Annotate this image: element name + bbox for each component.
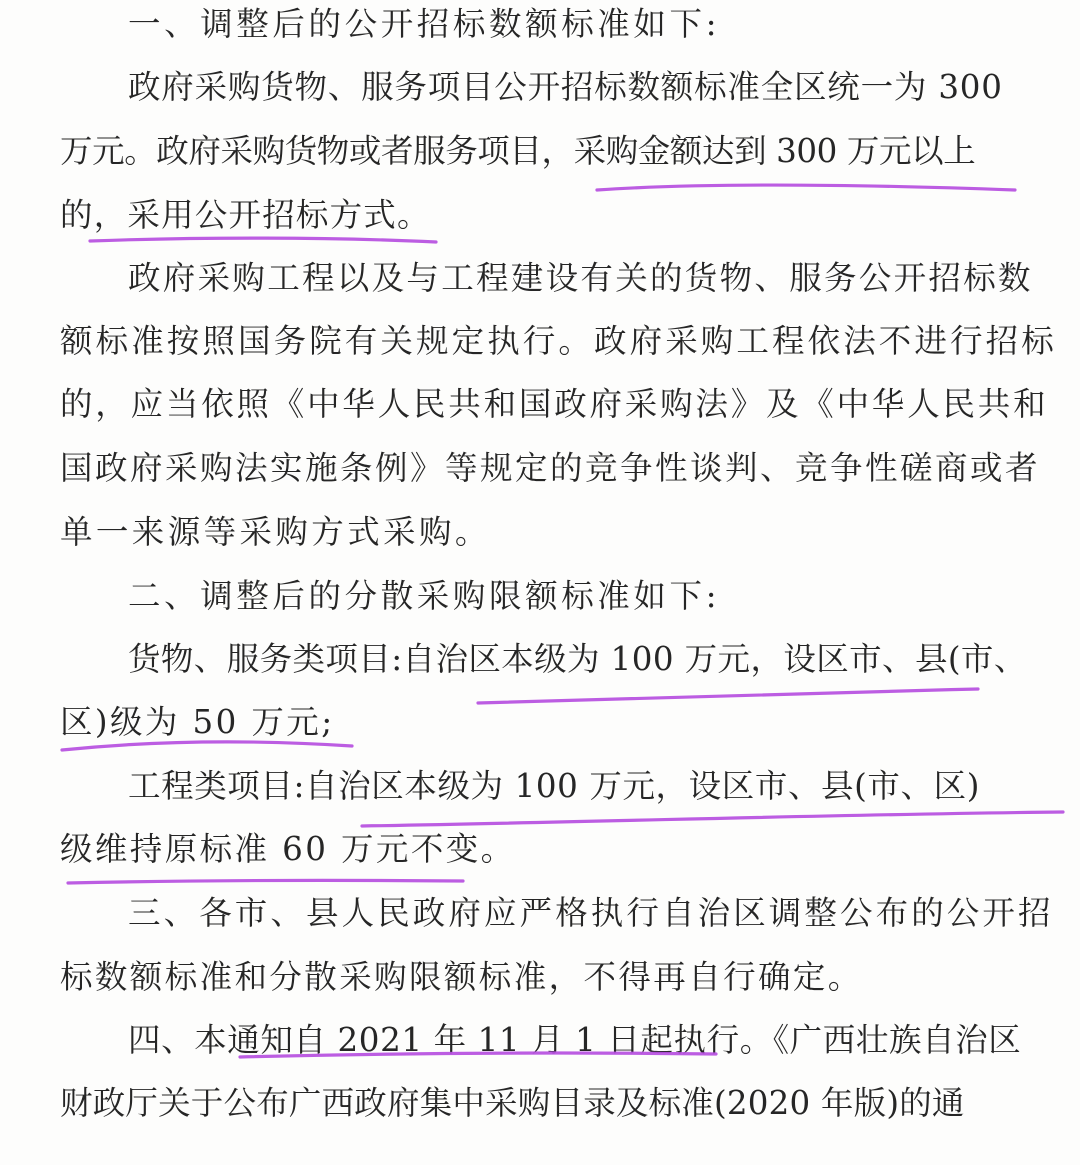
paragraph-line: 货物、服务类项目:自治区本级为 100 万元，设区市、县(市、 [128,640,1027,678]
paragraph-line: 额标准按照国务院有关规定执行。政府采购工程依法不进行招标 [60,322,1057,360]
section-1-heading: 一、调整后的公开招标数额标准如下: [128,5,721,43]
paragraph-line: 政府采购货物、服务项目公开招标数额标准全区统一为 300 [128,68,1003,106]
paragraph-line: 的，采用公开招标方式。 [60,196,431,234]
paragraph-line: 单一来源等采购方式采购。 [60,513,491,551]
paragraph-line: 国政府采购法实施条例》等规定的竞争性谈判、竞争性磋商或者 [60,449,1041,487]
paragraph-line: 级维持原标准 60 万元不变。 [60,830,516,868]
paragraph-line: 工程类项目:自治区本级为 100 万元，设区市、县(市、区) [128,767,981,805]
paragraph-line: 标数额标准和分散采购限额标准，不得再自行确定。 [60,958,863,996]
section-2-heading: 二、调整后的分散采购限额标准如下: [128,577,721,615]
underline-mark [62,742,352,750]
underline-mark [90,238,436,242]
section-3-paragraph: 三、各市、县人民政府应严格执行自治区调整公布的公开招 [128,894,1054,932]
section-4-paragraph: 四、本通知自 2021 年 11 月 1 日起执行。《广西壮族自治区 [128,1021,1022,1059]
underline-mark [362,812,1063,826]
underline-mark [478,689,978,703]
paragraph-line: 万元。政府采购货物或者服务项目，采购金额达到 300 万元以上 [60,132,976,170]
paragraph-line: 区)级为 50 万元; [60,703,335,741]
underline-mark [597,185,1015,190]
paragraph-line: 财政厅关于公布广西政府集中采购目录及标准(2020 年版)的通 [60,1084,965,1122]
paragraph-line: 政府采购工程以及与工程建设有关的货物、服务公开招标数 [128,259,1033,297]
paragraph-line: 的，应当依照《中华人民共和国政府采购法》及《中华人民共和 [60,385,1049,423]
underline-mark [68,880,463,883]
